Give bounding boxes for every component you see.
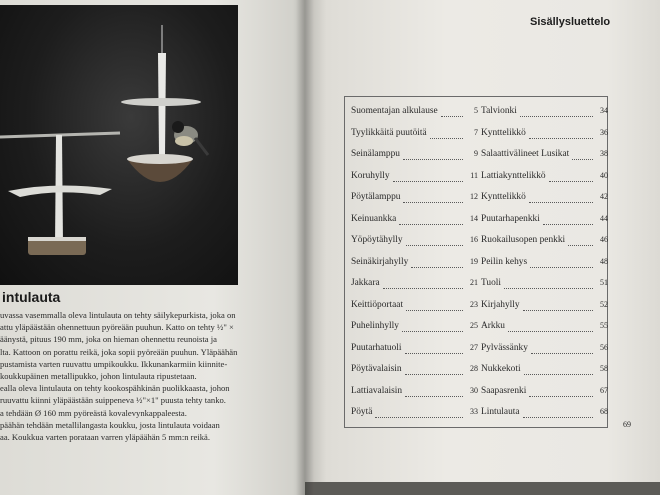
toc-entry-title: Pöytä bbox=[351, 407, 373, 417]
toc-entry-title: Arkku bbox=[481, 321, 505, 331]
toc-entry-page: 67 bbox=[600, 385, 608, 395]
toc-entry-page: 19 bbox=[470, 256, 478, 266]
toc-entry-title: Kirjahylly bbox=[481, 299, 520, 310]
toc-leader-dots bbox=[406, 309, 463, 311]
toc-entry bbox=[351, 171, 478, 185]
toc-entry-title: Koruhylly bbox=[351, 170, 390, 181]
toc-entry-title: Nukkekoti bbox=[481, 364, 521, 374]
caption-line: uvassa vasemmalla oleva lintulauta on tehty säilykepurkista, joka on bbox=[0, 310, 236, 320]
toc-entry-title: Lintulauta bbox=[481, 407, 520, 417]
toc-entry-page: 34 bbox=[600, 106, 608, 115]
toc-entry-title: Puhelinhylly bbox=[351, 321, 399, 331]
toc-leader-dots bbox=[572, 158, 593, 160]
toc-leader-dots bbox=[430, 137, 463, 139]
toc-entry-title: Puutarhatuoli bbox=[351, 342, 402, 353]
toc-frame bbox=[344, 96, 608, 428]
toc-leader-dots bbox=[403, 158, 463, 160]
toc-entry bbox=[351, 149, 478, 163]
toc-entry-title: Tuoli bbox=[481, 278, 501, 288]
toc-entry bbox=[351, 321, 478, 335]
toc-entry-page: 58 bbox=[600, 364, 608, 373]
toc-leader-dots bbox=[549, 180, 593, 182]
toc-entry-page: 9 bbox=[474, 149, 478, 158]
toc-entry-page: 44 bbox=[600, 213, 608, 223]
toc-column-left bbox=[345, 97, 476, 427]
toc-leader-dots bbox=[529, 137, 593, 139]
birdfeeder-illustration bbox=[0, 5, 238, 285]
caption-line: attu yläpäästään ohennettuun pyöreään puuhun. Katto on tehty ½" × bbox=[0, 322, 234, 333]
toc-entry-page: 40 bbox=[600, 170, 608, 180]
toc-entry bbox=[481, 214, 608, 228]
toc-entry-page: 46 bbox=[600, 235, 608, 244]
toc-entry bbox=[351, 235, 478, 249]
toc-leader-dots bbox=[393, 180, 463, 182]
toc-entry bbox=[351, 278, 478, 292]
toc-entry bbox=[351, 128, 478, 142]
toc-entry-page: 7 bbox=[474, 127, 478, 137]
toc-column-right bbox=[476, 97, 607, 427]
toc-entry-title: Ruokailusopen penkki bbox=[481, 235, 566, 245]
toc-entry bbox=[481, 278, 608, 292]
toc-entry bbox=[351, 386, 478, 400]
toc-leader-dots bbox=[405, 373, 463, 375]
toc-entry-title: Seinäkirjahylly bbox=[351, 256, 409, 267]
book-gutter bbox=[296, 0, 314, 495]
toc-entry bbox=[481, 321, 608, 335]
toc-entry-page: 56 bbox=[600, 342, 608, 352]
page-bottom-shadow bbox=[305, 482, 660, 495]
caption-line: koukkupäinen metallipukko, johon lintulauta ripustetaan. bbox=[0, 371, 197, 382]
toc-entry-title: Lattiavalaisin bbox=[351, 385, 403, 396]
toc-entry bbox=[481, 106, 608, 120]
toc-entry-title: Pöytälamppu bbox=[351, 192, 401, 202]
caption-line: a tehdään Ø 160 mm pyöreästä kovalevynkappaleesta. bbox=[0, 407, 187, 418]
toc-leader-dots bbox=[411, 266, 463, 268]
toc-entry-title: Keinuankka bbox=[351, 213, 397, 224]
toc-entry-title: Keittiöportaat bbox=[351, 299, 404, 310]
toc-entry bbox=[351, 106, 478, 120]
toc-leader-dots bbox=[508, 330, 593, 332]
toc-entry bbox=[351, 407, 478, 421]
toc-entry-page: 16 bbox=[470, 235, 478, 244]
toc-leader-dots bbox=[523, 416, 593, 418]
caption-line: ealla oleva lintulauta on tehty kookospähkinän puolikkaasta, johon bbox=[0, 383, 230, 394]
toc-entry-page: 51 bbox=[600, 278, 608, 287]
toc-entry-page: 42 bbox=[600, 192, 608, 201]
toc-leader-dots bbox=[441, 115, 463, 117]
toc-leader-dots bbox=[399, 223, 463, 225]
toc-entry bbox=[481, 257, 608, 271]
caption-line: päähän tehdään metallilangasta koukku, josta lintulauta voidaan bbox=[0, 419, 220, 430]
toc-entry bbox=[481, 128, 608, 142]
toc-entry bbox=[481, 192, 608, 206]
toc-leader-dots bbox=[402, 330, 463, 332]
toc-entry-page: 30 bbox=[470, 385, 478, 395]
caption-line: aa. Koukkua varten porataan varren yläpäähän 5 mm:n reikä. bbox=[0, 432, 210, 443]
toc-entry bbox=[481, 300, 608, 314]
toc-leader-dots bbox=[403, 201, 463, 203]
toc-entry-page: 11 bbox=[470, 170, 478, 180]
toc-leader-dots bbox=[383, 287, 463, 289]
toc-entry-page: 33 bbox=[470, 407, 478, 416]
toc-entry-page: 55 bbox=[600, 321, 608, 330]
toc-leader-dots bbox=[405, 395, 463, 397]
toc-entry-title: Jakkara bbox=[351, 278, 380, 288]
toc-entry bbox=[351, 300, 478, 314]
toc-entry-title: Salaattivälineet Lusikat bbox=[481, 149, 570, 159]
toc-entry-page: 48 bbox=[600, 256, 608, 266]
toc-entry-page: 25 bbox=[470, 321, 478, 330]
toc-entry bbox=[351, 257, 478, 271]
toc-leader-dots bbox=[406, 244, 463, 246]
toc-leader-dots bbox=[530, 266, 593, 268]
toc-leader-dots bbox=[568, 244, 593, 246]
toc-entry bbox=[351, 192, 478, 206]
caption-line: ruuvattu kiinni yläpäästään suippeneva ½"×1" puusta tehty tanko. bbox=[0, 395, 226, 406]
toc-entry bbox=[481, 343, 608, 357]
toc-leader-dots bbox=[375, 416, 463, 418]
toc-entry-page: 27 bbox=[470, 342, 478, 352]
toc-entry-page: 23 bbox=[470, 299, 478, 309]
toc-entry bbox=[351, 343, 478, 357]
toc-leader-dots bbox=[524, 373, 593, 375]
toc-entry-title: Seinälamppu bbox=[351, 149, 400, 159]
toc-entry bbox=[351, 214, 478, 228]
caption-line: äänystä, pituus 190 mm, joka on hieman ohennettu reunoista ja bbox=[0, 334, 217, 345]
toc-entry-page: 28 bbox=[470, 364, 478, 373]
toc-entry-page: 5 bbox=[474, 106, 478, 115]
toc-entry bbox=[481, 235, 608, 249]
left-page bbox=[0, 0, 305, 495]
toc-entry-title: Pylvässänky bbox=[481, 342, 528, 353]
toc-heading: Sisällysluettelo bbox=[530, 16, 611, 28]
toc-entry bbox=[481, 386, 608, 400]
toc-leader-dots bbox=[405, 352, 463, 354]
toc-entry bbox=[481, 364, 608, 378]
birdfeeder-photo bbox=[0, 5, 238, 285]
toc-entry-title: Puutarhapenkki bbox=[481, 213, 540, 224]
caption-line: lta. Kattoon on porattu reikä, joka sopii pyöreään puuhun. Yläpäähän bbox=[0, 346, 238, 357]
toc-entry-title: Saapasrenki bbox=[481, 385, 527, 396]
toc-entry-title: Suomentajan alkulause bbox=[351, 106, 438, 116]
toc-entry bbox=[481, 407, 608, 421]
toc-entry-title: Peilin kehys bbox=[481, 256, 528, 267]
toc-entry-title: Lattiakynttelikkö bbox=[481, 170, 546, 181]
toc-entry-page: 36 bbox=[600, 127, 608, 137]
caption-line: pustamista varten ruuvattu umpikoukku. Ikkunankarmiin kiinnite- bbox=[0, 358, 228, 369]
toc-entry-page: 38 bbox=[600, 149, 608, 158]
toc-leader-dots bbox=[529, 201, 593, 203]
toc-entry-page: 12 bbox=[470, 192, 478, 201]
toc-leader-dots bbox=[520, 115, 593, 117]
toc-leader-dots bbox=[529, 395, 593, 397]
toc-entry-title: Talvionki bbox=[481, 106, 517, 116]
toc-entry bbox=[481, 149, 608, 163]
toc-leader-dots bbox=[523, 309, 593, 311]
toc-entry bbox=[351, 364, 478, 378]
page-number: 69 bbox=[623, 420, 631, 429]
toc-entry-title: Yöpöytähylly bbox=[351, 235, 403, 245]
toc-leader-dots bbox=[543, 223, 593, 225]
caption-title: intulauta bbox=[2, 289, 61, 305]
toc-entry-page: 21 bbox=[470, 278, 478, 287]
toc-leader-dots bbox=[504, 287, 593, 289]
toc-leader-dots bbox=[531, 352, 593, 354]
toc-entry-page: 52 bbox=[600, 299, 608, 309]
toc-entry-page: 14 bbox=[470, 213, 478, 223]
toc-entry-title: Pöytävalaisin bbox=[351, 364, 402, 374]
toc-entry-title: Tyylikkäitä puutöitä bbox=[351, 127, 427, 138]
caption-body bbox=[0, 309, 262, 443]
toc-entry bbox=[481, 171, 608, 185]
toc-entry-title: Kynttelikkö bbox=[481, 192, 526, 202]
toc-entry-title: Kynttelikkö bbox=[481, 127, 526, 138]
toc-entry-page: 68 bbox=[600, 407, 608, 416]
